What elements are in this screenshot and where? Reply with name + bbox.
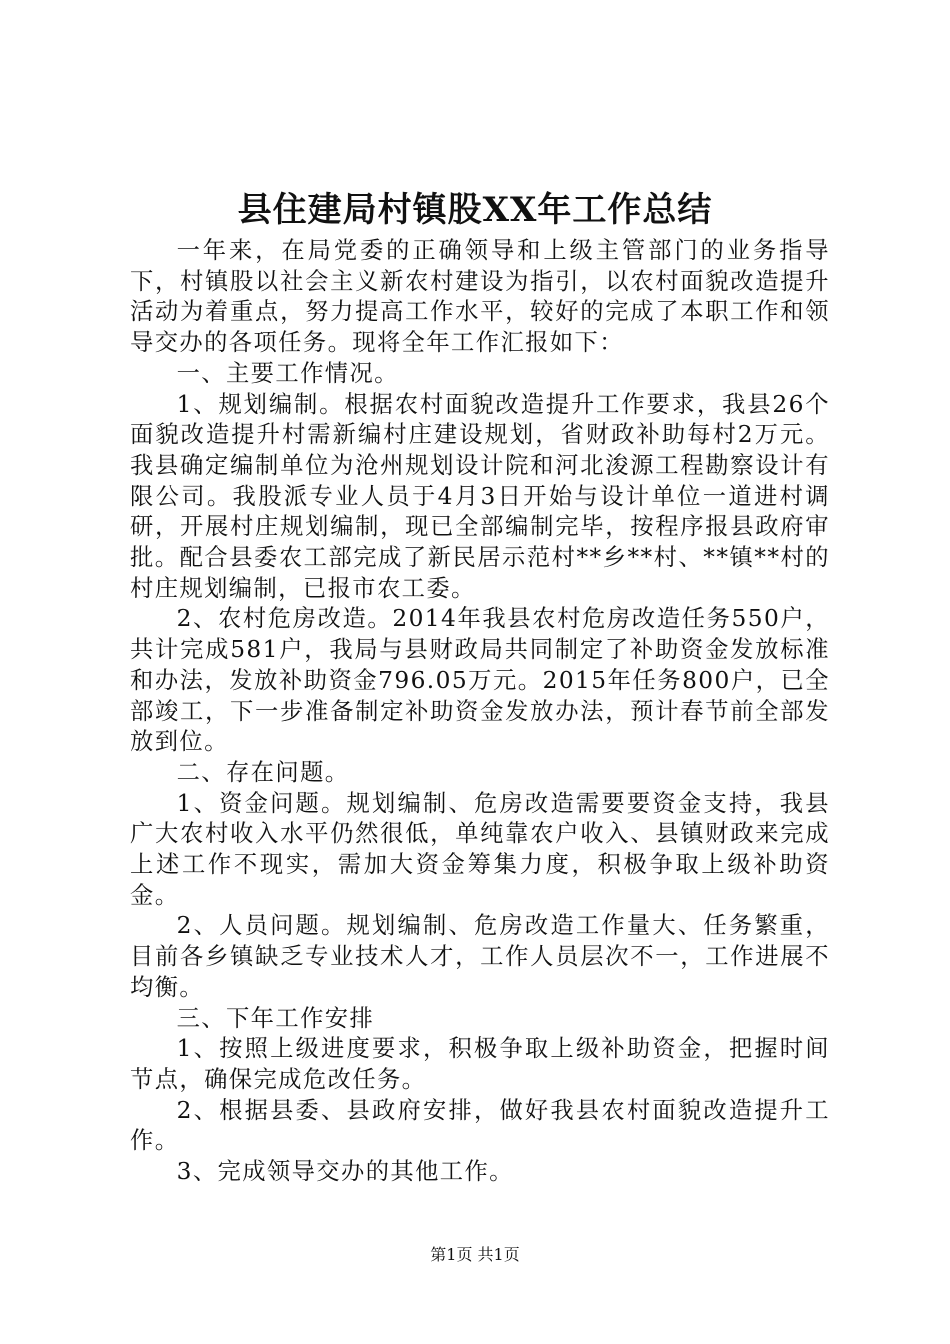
page-footer: 第1页 共1页 bbox=[430, 1245, 520, 1264]
paragraph-plan-item-2: 2、根据县委、县政府安排，做好我县农村面貌改造提升工作。 bbox=[130, 1096, 830, 1155]
paragraph-intro: 一年来，在局党委的正确领导和上级主管部门的业务指导下，村镇股以社会主义新农村建设为指引，以农村面貌改造提升活动为着重点，努力提高工作水平，较好的完成了本职工作和领导交办的各项任务。现将全年工作汇报如下： bbox=[130, 237, 830, 357]
paragraph-staff-problem: 2、人员问题。规划编制、危房改造工作量大、任务繁重，目前各乡镇缺乏专业技术人才，工作人员层次不一，工作进展不均衡。 bbox=[130, 912, 830, 1001]
document-title: 县住建局村镇股XX年工作总结 bbox=[237, 190, 713, 230]
heading-next-year: 三、下年工作安排 bbox=[176, 1004, 375, 1032]
paragraph-planning: 1、规划编制。根据农村面貌改造提升工作要求，我县26个面貌改造提升村需新编村庄建设规划，省财政补助每村2万元。我县确定编制单位为沧州规划设计院和河北浚源工程勘察设计有限公司。我股派专业人员于4月3日开始与设计单位一道进村调研，开展村庄规划编制，现已全部编制完毕，按程序报县政府审批。配合县委农工部完成了新民居示范村**乡**村、**镇**村的村庄规划编制，已报市农工委。 bbox=[130, 390, 830, 602]
paragraph-housing-renovation: 2、农村危房改造。2014年我县农村危房改造任务550户，共计完成581户，我局与县财政局共同制定了补助资金发放标准和办法，发放补助资金796.05万元。2015年任务800户，已全部竣工，下一步准备制定补助资金发放办法，预计春节前全部发放到位。 bbox=[130, 605, 830, 756]
paragraph-plan-item-3: 3、完成领导交办的其他工作。 bbox=[176, 1158, 514, 1186]
heading-problems: 二、存在问题。 bbox=[176, 758, 350, 786]
heading-main-work: 一、主要工作情况。 bbox=[176, 359, 399, 387]
paragraph-plan-item-1: 1、按照上级进度要求，积极争取上级补助资金，把握时间节点，确保完成危改任务。 bbox=[130, 1035, 830, 1093]
paragraph-funding-problem: 1、资金问题。规划编制、危房改造需要要资金支持，我县广大农村收入水平仍然很低，单纯靠农户收入、县镇财政来完成上述工作不现实，需加大资金筹集力度，积极争取上级补助资金。 bbox=[130, 789, 830, 909]
document-body bbox=[130, 236, 830, 1188]
